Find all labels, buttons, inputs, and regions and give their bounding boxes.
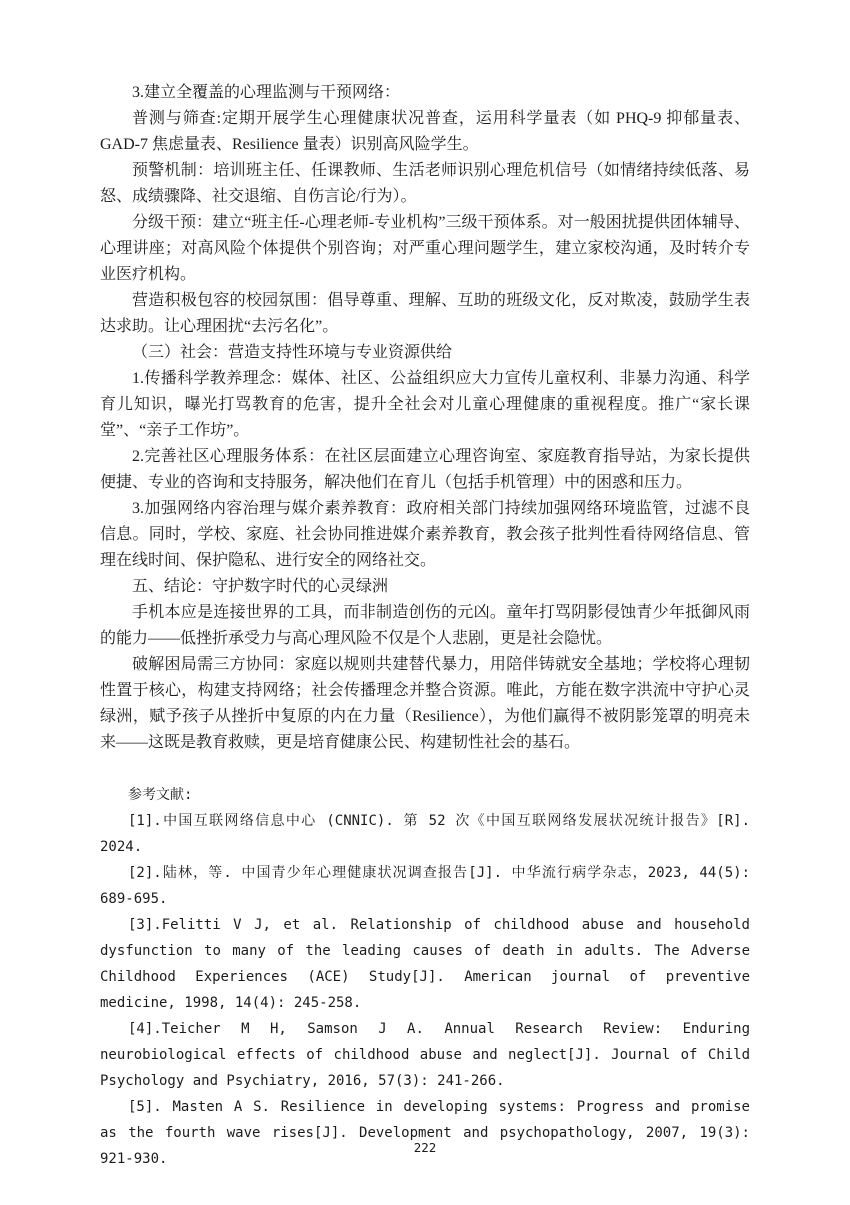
reference-item: [5]. Masten A S. Resilience in developing systems: Progress and promise as the fourth wave rises[J]. Development and psychopathology, 2007, 19(3): 921-930. [100,1099,750,1167]
references-section [100,782,750,1172]
body-paragraph: 手机本应是连接世界的工具，而非制造创伤的元凶。童年打骂阴影侵蚀青少年抵御风雨的能力——低挫折承受力与高心理风险不仅是个人悲剧，更是社会隐忧。 [100,604,750,647]
page-number: 222 [413,1140,437,1155]
body-paragraph: 普测与筛查:定期开展学生心理健康状况普查，运用科学量表（如 PHQ-9 抑郁量表、GAD-7 焦虑量表、Resilience 量表）识别高风险学生。 [100,110,750,153]
body-paragraph: （三）社会：营造支持性环境与专业资源供给 [132,344,453,361]
body-paragraph: 3.建立全覆盖的心理监测与干预网络： [132,84,401,101]
body-paragraph: 分级干预：建立“班主任-心理老师-专业机构”三级干预体系。对一般困扰提供团体辅导、心理讲座；对高风险个体提供个别咨询；对严重心理问题学生，建立家校沟通，及时转介专业医疗机构。 [100,214,750,283]
body-paragraph: 1.传播科学教养理念：媒体、社区、公益组织应大力宣传儿童权利、非暴力沟通、科学育儿知识，曝光打骂教育的危害，提升全社会对儿童心理健康的重视程度。推广“家长课堂”、“亲子工作坊”。 [100,370,750,439]
reference-item: [1].中国互联网络信息中心 (CNNIC). 第 52 次《中国互联网络发展状况统计报告》[R]. 2024. [100,813,750,855]
body-paragraph: 2.完善社区心理服务体系：在社区层面建立心理咨询室、家庭教育指导站，为家长提供便捷、专业的咨询和支持服务，解决他们在育儿（包括手机管理）中的困惑和压力。 [100,448,750,491]
body-paragraph: 预警机制：培训班主任、任课教师、生活老师识别心理危机信号（如情绪持续低落、易怒、成绩骤降、社交退缩、自伤言论/行为）。 [100,162,750,205]
body-text [100,80,750,756]
page-content [100,80,750,1172]
body-paragraph: 破解困局需三方协同：家庭以规则共建替代暴力，用陪伴铸就安全基地；学校将心理韧性置于核心，构建支持网络；社会传播理念并整合资源。唯此，方能在数字洪流中守护心灵绿洲，赋予孩子从挫折中复原的内在力量（Resilience），为他们赢得不被阴影笼罩的明亮未来——这既是教育救赎，更是培育健康公民、构建韧性社会的基石。 [100,656,750,751]
reference-item: [3].Felitti V J, et al. Relationship of childhood abuse and household dysfunction to many of the leading causes of death in adults. The Adverse Childhood Experiences (ACE) Study[J]. American journal of preventive medicine, 1998, 14(4): 245-258. [100,917,750,1011]
reference-item: [2].陆林，等. 中国青少年心理健康状况调查报告[J]. 中华流行病学杂志，2023, 44(5): 689-695. [100,865,750,907]
section-heading: 五、结论：守护数字时代的心灵绿洲 [132,578,389,595]
references-heading: 参考文献: [128,787,193,803]
body-paragraph: 营造积极包容的校园氛围：倡导尊重、理解、互助的班级文化，反对欺凌，鼓励学生表达求助。让心理困扰“去污名化”。 [100,292,750,335]
body-paragraph: 3.加强网络内容治理与媒介素养教育：政府相关部门持续加强网络环境监管，过滤不良信息。同时，学校、家庭、社会协同推进媒介素养教育，教会孩子批判性看待网络信息、管理在线时间、保护隐私、进行安全的网络社交。 [100,500,750,569]
reference-item: [4].Teicher M H, Samson J A. Annual Research Review: Enduring neurobiological effects of childhood abuse and neglect[J]. Journal of Child Psychology and Psychiatry, 2016, 57(3): 241-266. [100,1021,750,1089]
